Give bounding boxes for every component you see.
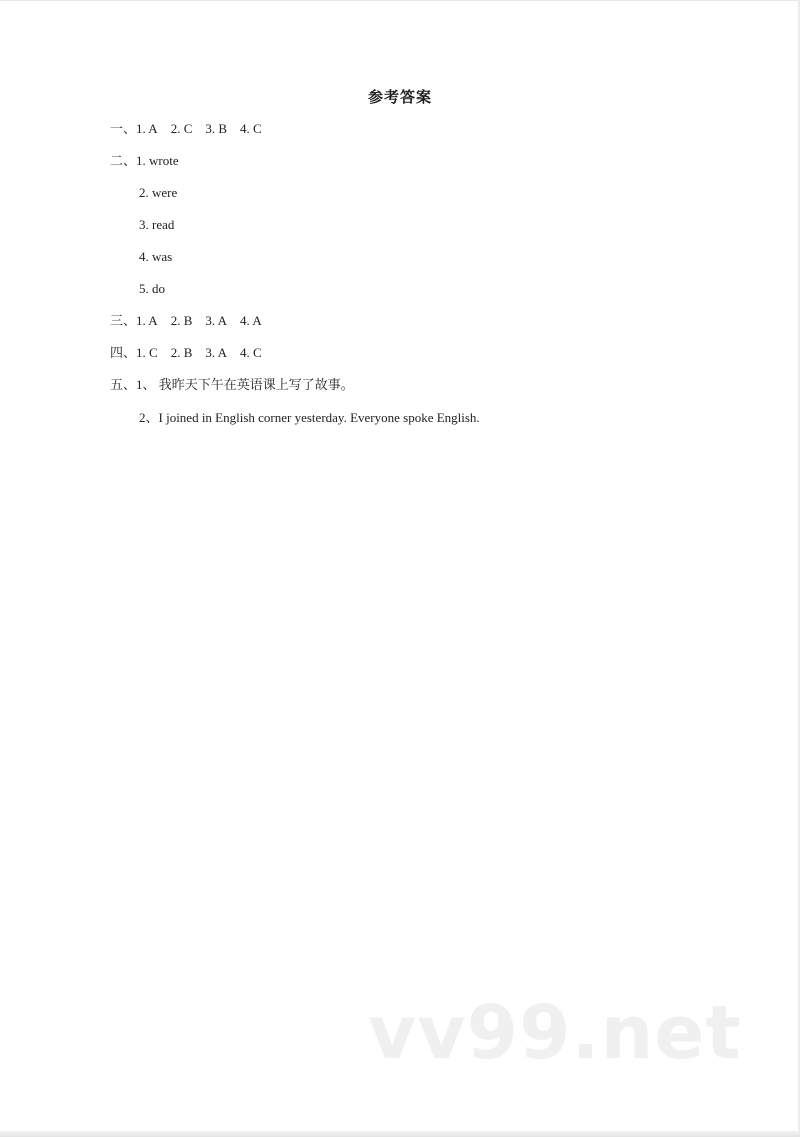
answer-item: 2. B — [170, 313, 193, 328]
answer-item: 4. A — [240, 313, 262, 328]
answer-item: 4. C — [240, 121, 262, 136]
section-marker: 四、 — [110, 345, 137, 360]
answer-row-section-1 — [110, 121, 262, 137]
answer-row-section-2 — [110, 153, 179, 169]
answer-item: 2. B — [170, 345, 193, 360]
answer-item: 3. A — [205, 313, 228, 328]
answer-item: 1. A — [136, 121, 158, 136]
answer-item: 4. was — [139, 249, 173, 264]
section-marker: 三、 — [110, 313, 137, 328]
section-marker: 一、 — [110, 121, 137, 136]
section-marker: 二、 — [110, 153, 137, 168]
section-marker: 五、 — [110, 377, 137, 392]
answer-item: 1. wrote — [136, 153, 179, 168]
answer-item: 2、I joined in English corner yesterday. Everyone spoke English. — [139, 410, 480, 425]
answer-item: 4. C — [240, 345, 262, 360]
answer-item: 3. read — [139, 217, 175, 232]
answer-item: 1. C — [136, 345, 158, 360]
answer-item: 3. B — [205, 121, 228, 136]
page-bottom-edge — [0, 1131, 800, 1137]
answer-item: 3. A — [205, 345, 228, 360]
answer-item: 5. do — [139, 281, 165, 296]
answer-row-section-4 — [110, 345, 262, 361]
watermark: vv99.net — [368, 990, 742, 1076]
answer-row-section-5 — [110, 377, 354, 393]
answer-row-section-3 — [110, 313, 262, 329]
answer-item: 1、 我昨天下午在英语课上写了故事。 — [136, 377, 354, 392]
answer-item: 1. A — [136, 313, 158, 328]
page-title: 参考答案 — [367, 90, 432, 106]
page-top-edge — [0, 0, 800, 1]
answer-item: 2. were — [139, 185, 178, 200]
answer-item: 2. C — [170, 121, 193, 136]
